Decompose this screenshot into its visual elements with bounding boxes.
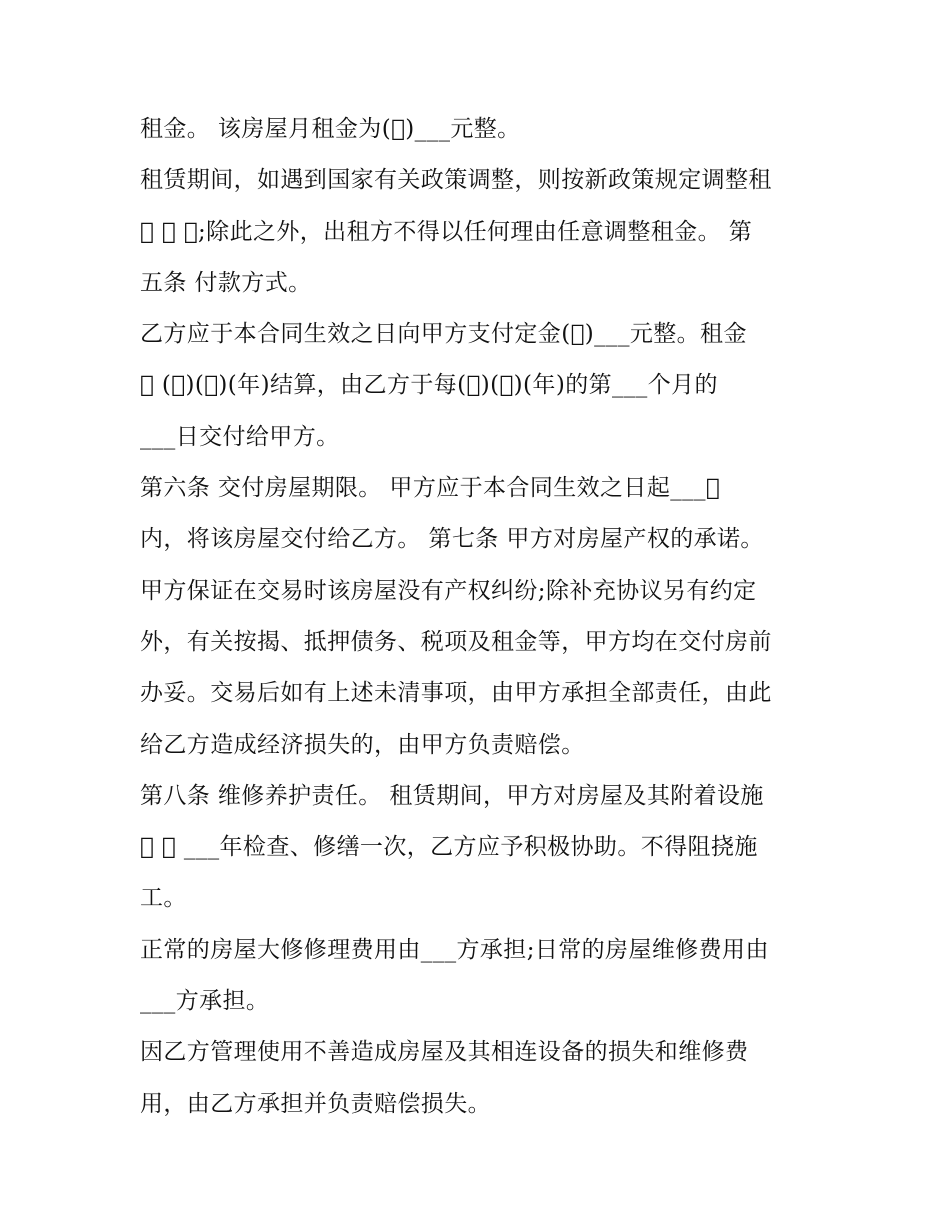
- text-line: 租赁期间，如遇到国家有关政策调整，则按新政策规定调整租: [140, 167, 772, 194]
- text-line: 正常的房屋大修修理费用由___方承担;日常的房屋维修费用由: [140, 936, 769, 963]
- text-line: 工。: [140, 885, 187, 912]
- text-line: ___日交付给甲方。: [140, 423, 340, 450]
- text-line: 第六条 交付房屋期限。 甲方应于本合同生效之日起___ : [140, 475, 721, 502]
- text-line: 甲方保证在交易时该房屋没有产权纠纷;除补充协议另有约定: [140, 577, 757, 604]
- document-body: [140, 104, 820, 1130]
- text-line: 租金。 该房屋月租金为( )___元整。: [140, 116, 521, 142]
- text-line:      ;除此之外，出租方不得以任何理由任意调整租金。 第: [140, 218, 753, 245]
- text-line: 五条 付款方式。: [140, 269, 312, 296]
- text-line:   ( )( )(年)结算，由乙方于每( )( )(年)的第___个月的: [140, 372, 718, 399]
- text-line: ___方承担。: [140, 988, 270, 1015]
- text-line: 用，由乙方承担并负责赔偿损失。: [140, 1090, 491, 1117]
- text-line: 乙方应于本合同生效之日向甲方支付定金( )___元整。租金: [140, 321, 747, 348]
- text-line:     ___年检查、修缮一次，乙方应予积极协助。不得阻挠施: [140, 834, 758, 861]
- text-line: 第八条 维修养护责任。 租赁期间，甲方对房屋及其附着设施: [140, 782, 764, 809]
- text-line: 外，有关按揭、抵押债务、税项及租金等，甲方均在交付房前: [140, 628, 772, 655]
- text-line: 因乙方管理使用不善造成房屋及其相连设备的损失和维修费: [140, 1039, 749, 1066]
- text-line: 给乙方造成经济损失的，由甲方负责赔偿。: [140, 731, 585, 758]
- text-line: 内，将该房屋交付给乙方。 第七条 甲方对房屋产权的承诺。: [140, 526, 764, 553]
- text-line: 办妥。交易后如有上述未清事项，由甲方承担全部责任，由此: [140, 680, 772, 707]
